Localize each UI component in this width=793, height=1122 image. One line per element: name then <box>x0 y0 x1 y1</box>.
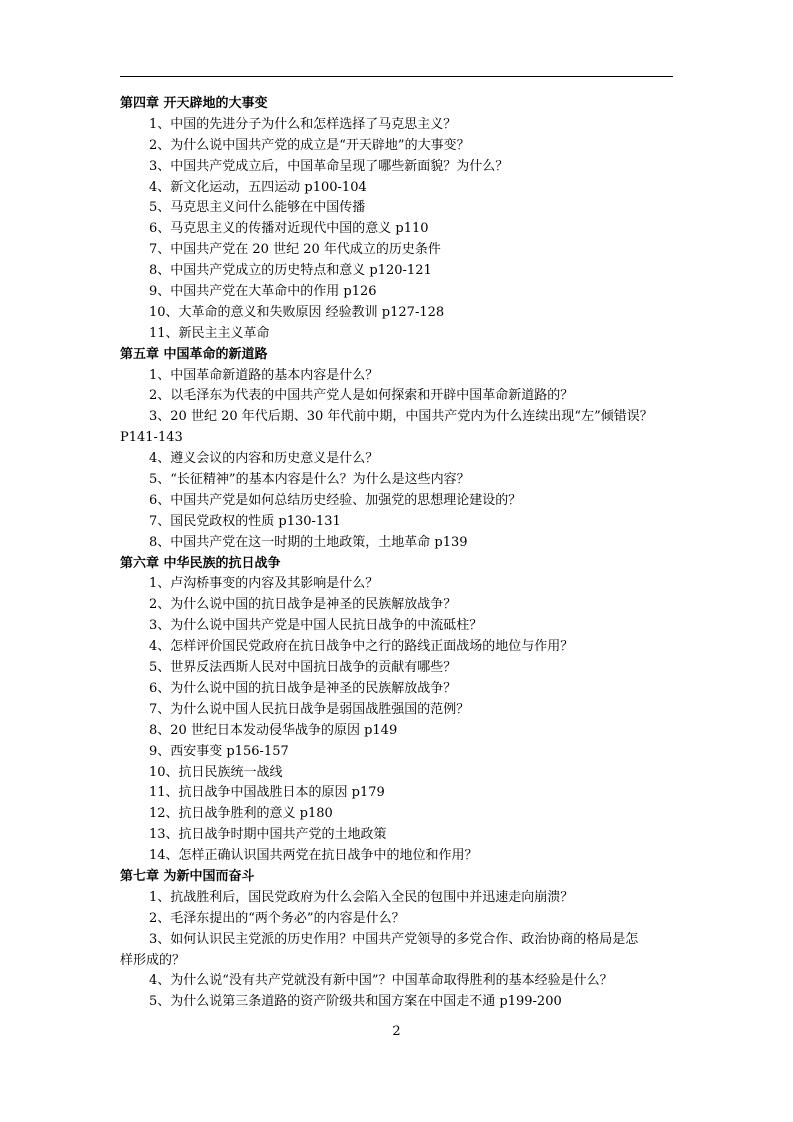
question-item: 6、马克思主义的传播对近现代中国的意义 p110 <box>149 221 429 237</box>
question-item: 9、西安事变 p156-157 <box>149 743 289 759</box>
question-item: 4、遵义会议的内容和历史意义是什么？ <box>149 451 379 467</box>
question-item: 3、中国共产党成立后，中国革命呈现了哪些新面貌？为什么？ <box>149 158 509 174</box>
question-item: 11、抗日战争中国战胜日本的原因 p179 <box>149 785 385 801</box>
question-item: 12、抗日战争胜利的意义 p180 <box>149 806 333 822</box>
question-item: 10、抗日民族统一战线 <box>149 764 283 780</box>
question-item: 8、中国共产党成立的历史特点和意义 p120-121 <box>149 263 432 279</box>
question-item: 2、为什么说中国共产党的成立是“开天辟地”的大事变？ <box>149 137 470 153</box>
question-item: 3、为什么说中国共产党是中国人民抗日战争的中流砥柱？ <box>149 618 483 634</box>
question-item: 4、新文化运动，五四运动 p100-104 <box>149 179 367 195</box>
chapter-title: 第五章 中国革命的新道路 <box>120 346 268 362</box>
question-item: 7、为什么说中国人民抗日战争是弱国战胜强国的范例？ <box>149 701 470 717</box>
question-item: 5、“长征精神”的基本内容是什么？为什么是这些内容？ <box>149 472 470 488</box>
question-item: 7、中国共产党在 20 世纪 20 年代成立的历史条件 <box>149 242 441 258</box>
question-item: 1、中国革命新道路的基本内容是什么？ <box>149 367 379 383</box>
chapter-title: 第六章 中华民族的抗日战争 <box>120 555 281 571</box>
question-item: 9、中国共产党在大革命中的作用 p126 <box>149 284 377 300</box>
question-item: 2、以毛泽东为代表的中国共产党人是如何探索和开辟中国革命新道路的？ <box>149 388 574 404</box>
question-item: 5、世界反法西斯人民对中国抗日战争的贡献有哪些？ <box>149 660 457 676</box>
question-list <box>120 94 680 1013</box>
question-item: 5、马克思主义问什么能够在中国传播 <box>149 200 366 216</box>
chapter-title: 第四章 开天辟地的大事变 <box>120 96 268 111</box>
question-item: 7、国民党政权的性质 p130-131 <box>149 513 341 529</box>
question-item: 8、中国共产党在这一时期的土地政策，土地革命 p139 <box>149 534 468 550</box>
page-number: 2 <box>392 1024 401 1039</box>
question-item: 11、新民主主义革命 <box>149 325 270 341</box>
question-item: 2、为什么说中国的抗日战争是神圣的民族解放战争？ <box>149 597 457 613</box>
question-item: 1、抗战胜利后，国民党政府为什么会陷入全民的包围中并迅速走向崩溃？ <box>149 889 574 905</box>
header-rule <box>120 76 673 77</box>
question-item: 5、为什么说第三条道路的资产阶级共和国方案在中国走不通 p199-200 <box>149 994 562 1010</box>
question-item: 3、如何认识民主党派的历史作用？中国共产党领导的多党合作、政治协商的格局是怎 <box>149 931 639 947</box>
question-continuation: 样形成的？ <box>120 952 186 968</box>
question-item: 1、中国的先进分子为什么和怎样选择了马克思主义？ <box>149 116 457 132</box>
question-item: 6、为什么说中国的抗日战争是神圣的民族解放战争？ <box>149 680 457 696</box>
question-item: 4、怎样评价国民党政府在抗日战争中之行的路线正面战场的地位与作用？ <box>149 639 574 655</box>
question-item: 2、毛泽东提出的“两个务必”的内容是什么？ <box>149 910 405 926</box>
question-item: 6、中国共产党是如何总结历史经验、加强党的思想理论建设的？ <box>149 492 522 508</box>
question-item: 8、20 世纪日本发动侵华战争的原因 p149 <box>149 722 398 738</box>
chapter-title: 第七章 为新中国而奋斗 <box>120 868 255 884</box>
question-item: 1、卢沟桥事变的内容及其影响是什么？ <box>149 576 379 592</box>
question-item: 3、20 世纪 20 年代后期、30 年代前中期，中国共产党内为什么连续出现“左”倾错误？ <box>149 409 653 425</box>
question-item: 4、为什么说“没有共产党就没有新中国”？中国革命取得胜利的基本经验是什么？ <box>149 973 613 989</box>
question-item: 14、怎样正确认识国共两党在抗日战争中的地位和作用？ <box>149 848 478 864</box>
question-item: 13、抗日战争时期中国共产党的土地政策 <box>149 827 387 843</box>
question-item: 10、大革命的意义和失败原因 经验教训 p127-128 <box>149 304 445 320</box>
question-continuation: P141-143 <box>120 430 183 446</box>
